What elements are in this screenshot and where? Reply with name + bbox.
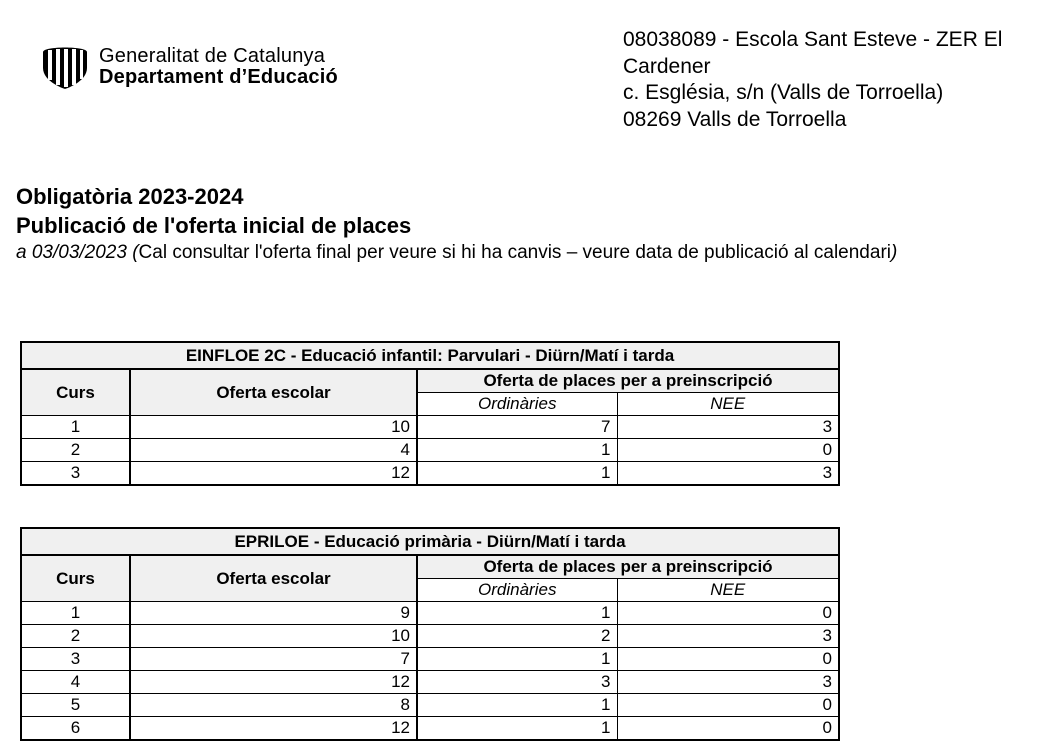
table-title: EPRILOE - Educació primària - Diürn/Matí i tarda <box>21 528 839 555</box>
cell-curs: 4 <box>21 671 130 694</box>
cell-curs: 2 <box>21 439 130 462</box>
cell-oferta: 12 <box>130 717 417 741</box>
generalitat-emblem-icon <box>40 44 90 90</box>
cell-curs: 6 <box>21 717 130 741</box>
table-header-row <box>21 369 839 393</box>
publication-note-close: ) <box>891 242 898 263</box>
col-header-curs: Curs <box>21 555 130 602</box>
cell-ordinaries: 2 <box>417 625 617 648</box>
table-row <box>21 625 839 648</box>
cell-curs: 3 <box>21 462 130 486</box>
cell-oferta: 8 <box>130 694 417 717</box>
table-row <box>21 671 839 694</box>
page-heading <box>16 182 897 265</box>
cell-ordinaries: 1 <box>417 648 617 671</box>
cell-curs: 5 <box>21 694 130 717</box>
cell-nee: 0 <box>617 694 839 717</box>
cell-ordinaries: 1 <box>417 602 617 625</box>
cell-curs: 1 <box>21 602 130 625</box>
school-name-line-2: Cardener <box>623 54 711 78</box>
school-address-block <box>623 27 1048 133</box>
cell-oferta: 10 <box>130 625 417 648</box>
table-title-row <box>21 342 839 369</box>
table-row <box>21 462 839 486</box>
col-header-ordinaries: Ordinàries <box>417 393 617 416</box>
offer-table-infantil <box>20 341 840 486</box>
table-title: EINFLOE 2C - Educació infantil: Parvulari - Diürn/Matí i tarda <box>21 342 839 369</box>
cell-ordinaries: 1 <box>417 717 617 741</box>
school-postcode-town: 08269 Valls de Torroella <box>623 107 847 131</box>
col-header-ordinaries: Ordinàries <box>417 579 617 602</box>
table-title-row <box>21 528 839 555</box>
cell-nee: 3 <box>617 671 839 694</box>
cell-nee: 0 <box>617 602 839 625</box>
publication-note-text: Cal consultar l'oferta final per veure si hi ha canvis – veure data de publicació al calendari <box>138 242 891 263</box>
cell-nee: 0 <box>617 717 839 741</box>
cell-oferta: 12 <box>130 462 417 486</box>
cell-ordinaries: 1 <box>417 694 617 717</box>
col-header-nee: NEE <box>617 393 839 416</box>
cell-ordinaries: 1 <box>417 462 617 486</box>
cell-oferta: 4 <box>130 439 417 462</box>
page-subtitle: Publicació de l'oferta inicial de places <box>16 213 412 238</box>
cell-nee: 3 <box>617 462 839 486</box>
cell-nee: 3 <box>617 625 839 648</box>
cell-oferta: 7 <box>130 648 417 671</box>
cell-oferta: 10 <box>130 416 417 439</box>
offer-table-primaria <box>20 527 840 741</box>
cell-nee: 0 <box>617 439 839 462</box>
table-row <box>21 717 839 741</box>
cell-curs: 2 <box>21 625 130 648</box>
table-row <box>21 439 839 462</box>
publication-note <box>16 240 897 265</box>
col-header-oferta: Oferta escolar <box>130 555 417 602</box>
logo-department-text: Departament d’Educació <box>99 66 338 88</box>
table-row <box>21 602 839 625</box>
page-title: Obligatòria 2023-2024 <box>16 184 244 209</box>
cell-oferta: 12 <box>130 671 417 694</box>
cell-curs: 1 <box>21 416 130 439</box>
cell-nee: 0 <box>617 648 839 671</box>
cell-nee: 3 <box>617 416 839 439</box>
logo-generalitat-text: Generalitat de Catalunya <box>99 45 326 67</box>
table-row <box>21 648 839 671</box>
table-header-row <box>21 555 839 579</box>
school-name-line: 08038089 - Escola Sant Esteve - ZER El <box>623 28 1003 51</box>
school-street: c. Església, s/n (Valls de Torroella) <box>623 81 944 104</box>
generalitat-logo <box>40 44 338 90</box>
cell-ordinaries: 1 <box>417 439 617 462</box>
cell-oferta: 9 <box>130 602 417 625</box>
publication-date: a 03/03/2023 ( <box>16 242 139 263</box>
col-header-preinscripcio: Oferta de places per a preinscripció <box>417 369 839 393</box>
table-row <box>21 694 839 717</box>
cell-ordinaries: 3 <box>417 671 617 694</box>
col-header-nee: NEE <box>617 579 839 602</box>
col-header-preinscripcio: Oferta de places per a preinscripció <box>417 555 839 579</box>
col-header-curs: Curs <box>21 369 130 416</box>
cell-curs: 3 <box>21 648 130 671</box>
table-row <box>21 416 839 439</box>
col-header-oferta: Oferta escolar <box>130 369 417 416</box>
cell-ordinaries: 7 <box>417 416 617 439</box>
